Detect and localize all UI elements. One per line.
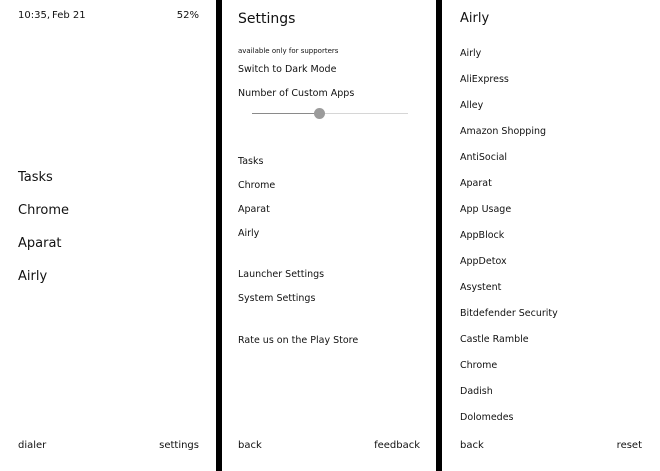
custom-apps-label: Number of Custom Apps: [238, 88, 355, 99]
settings-app-chrome[interactable]: Chrome: [238, 180, 276, 191]
battery-level: 52%: [176, 10, 199, 21]
app-list-item[interactable]: AppBlock: [460, 230, 505, 241]
home-app-aparat[interactable]: Aparat: [18, 236, 62, 251]
app-list-item[interactable]: Castle Ramble: [460, 334, 529, 345]
slider-thumb[interactable]: [314, 108, 325, 119]
app-list-item[interactable]: Airly: [460, 48, 482, 59]
system-settings-link[interactable]: System Settings: [238, 293, 316, 304]
home-app-chrome[interactable]: Chrome: [18, 203, 69, 218]
status-date: Feb 21: [52, 10, 86, 21]
app-list[interactable]: [442, 0, 660, 420]
app-list-item[interactable]: Bitdefender Security: [460, 308, 558, 319]
rate-us-link[interactable]: Rate us on the Play Store: [238, 335, 359, 346]
app-list-item[interactable]: Alley: [460, 100, 484, 111]
settings-link[interactable]: settings: [159, 440, 199, 451]
launcher-settings-link[interactable]: Launcher Settings: [238, 269, 325, 280]
dialer-link[interactable]: dialer: [18, 440, 47, 451]
settings-screen: [222, 0, 436, 471]
supporters-note: available only for supporters: [238, 47, 339, 55]
home-app-airly[interactable]: Airly: [18, 269, 48, 284]
app-list-item[interactable]: Chrome: [460, 360, 498, 371]
back-button[interactable]: back: [460, 440, 484, 451]
feedback-button[interactable]: feedback: [374, 440, 420, 451]
dark-mode-toggle[interactable]: Switch to Dark Mode: [238, 64, 337, 75]
app-list-item[interactable]: Aparat: [460, 178, 492, 189]
app-list-item[interactable]: AntiSocial: [460, 152, 508, 163]
settings-app-aparat[interactable]: Aparat: [238, 204, 270, 215]
slider-fill: [252, 113, 319, 114]
app-picker-screen: [442, 0, 660, 471]
app-list-item[interactable]: Amazon Shopping: [460, 126, 547, 137]
home-app-tasks[interactable]: Tasks: [18, 170, 53, 185]
app-list-item[interactable]: AliExpress: [460, 74, 509, 85]
page-title: Settings: [238, 11, 296, 27]
page-title: Airly: [460, 11, 490, 26]
home-screen: [0, 0, 216, 471]
status-time: 10:35,: [18, 10, 50, 21]
reset-button[interactable]: reset: [616, 440, 642, 451]
app-list-item[interactable]: App Usage: [460, 204, 512, 215]
custom-apps-slider[interactable]: [252, 113, 408, 114]
app-list-item[interactable]: Dadish: [460, 386, 493, 397]
settings-app-tasks[interactable]: Tasks: [238, 156, 264, 167]
app-list-item[interactable]: AppDetox: [460, 256, 507, 267]
settings-app-airly[interactable]: Airly: [238, 228, 260, 239]
app-list-item[interactable]: Dolomedes: [460, 412, 514, 420]
back-button[interactable]: back: [238, 440, 262, 451]
app-list-item[interactable]: Asystent: [460, 282, 502, 293]
